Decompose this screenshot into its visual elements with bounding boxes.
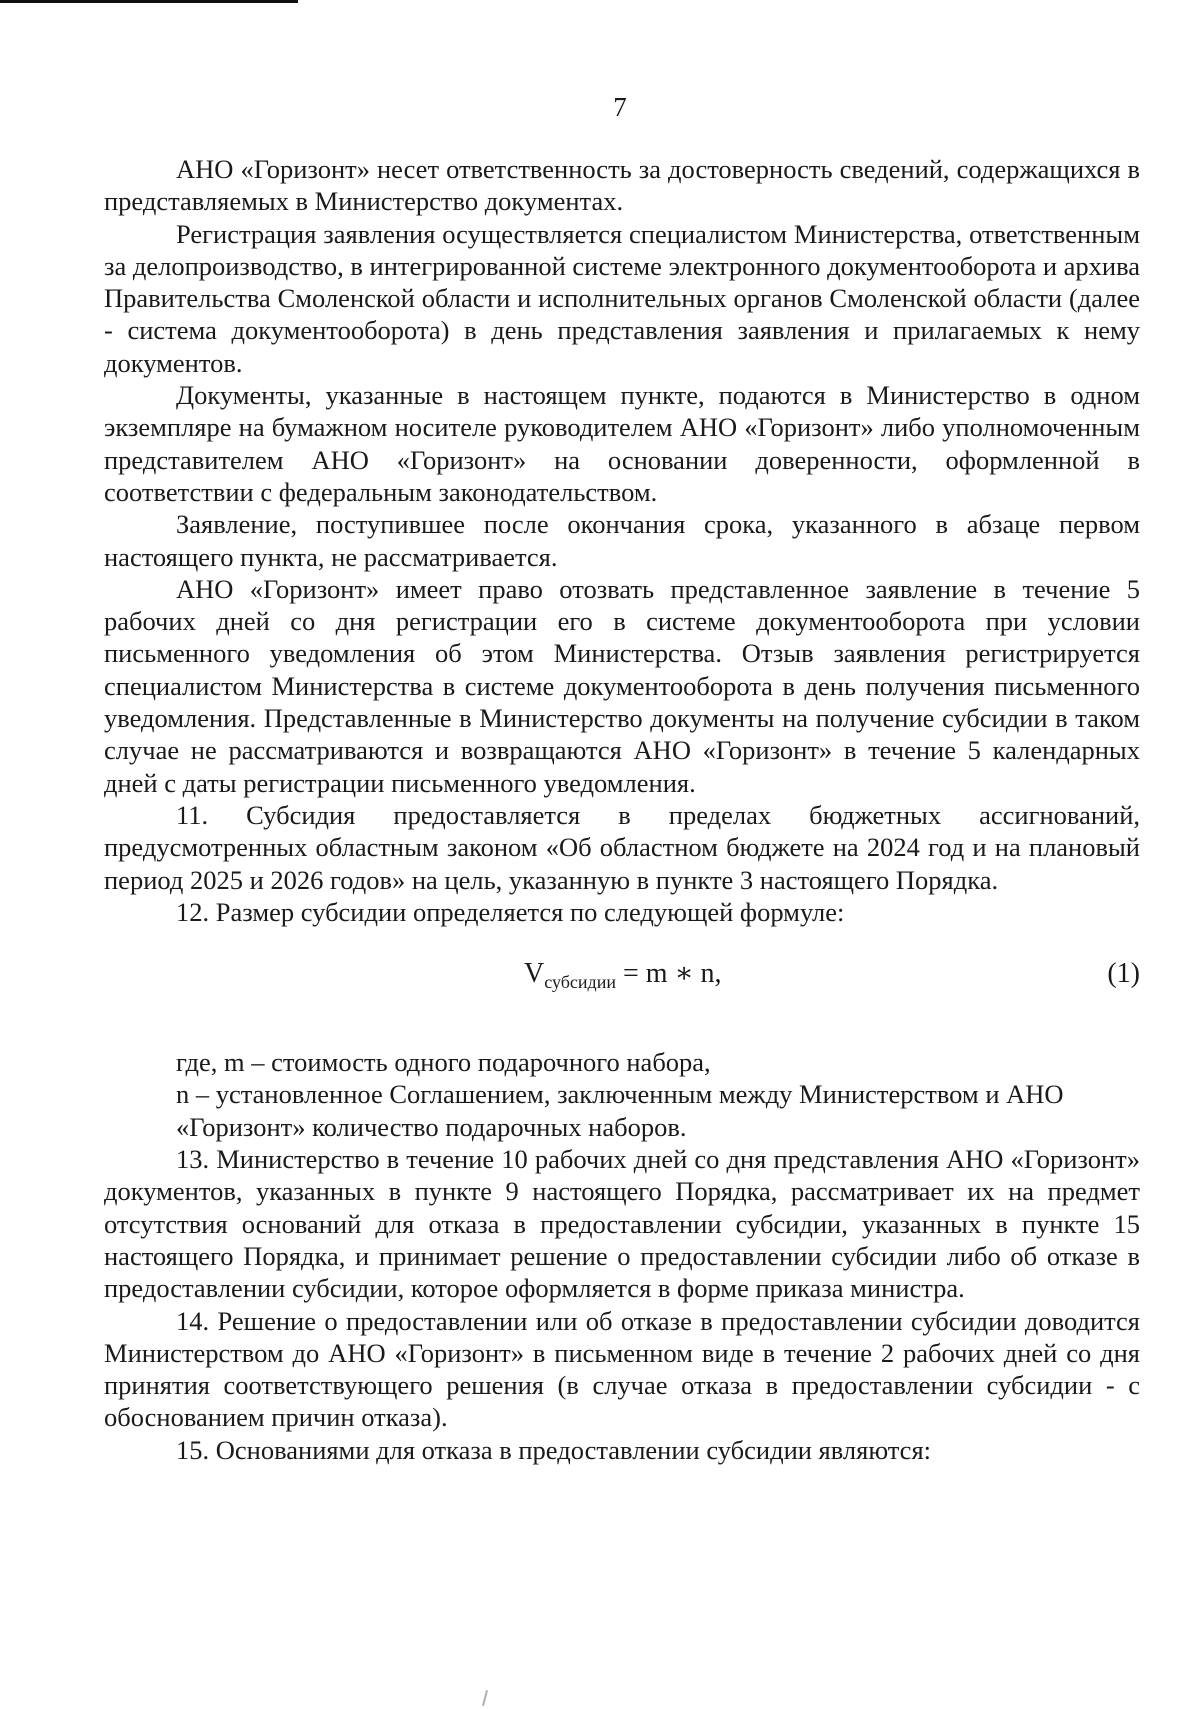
subsidy-formula (524, 958, 722, 998)
paragraph-item-12: 12. Размер субсидии определяется по следующей формуле: (176, 896, 845, 927)
formula-row (104, 928, 1140, 1046)
formula-rhs: = m ∗ n, (615, 958, 722, 990)
formula-subscript: субсидии (544, 972, 616, 993)
formula-definition-n: n – установленное Соглашением, заключенным между Министерством и АНО (176, 1079, 1064, 1110)
paragraph-item-11: 11. Субсидия предоставляется в пределах бюджетных ассигнований, предусмотренных областным законом «Об областном бюджете на 2024 год и на плановый период 2025 и 2026 годов» на цель, указанную в пункте 3 настоящего Порядка. (104, 799, 1140, 895)
paragraph-late-application: Заявление, поступившее после окончания срока, указанного в абзаце первом настоящего пункта, не рассматривается. (104, 509, 1140, 572)
paragraph-registration: Регистрация заявления осуществляется специалистом Министерства, ответственным за делопроизводство, в интегрированной системе электронного документооборота и архива Правительства Смоленской области и исполнительных органов Смоленской области (далее - система документооборота) в день представления заявления и прилагаемых к нему документов. (104, 218, 1141, 378)
paragraph-item-13: 13. Министерство в течение 10 рабочих дней со дня представления АНО «Горизонт» документов, указанных в пункте 9 настоящего Порядка, рассматривает их на предмет отсутствия оснований для отказа в предоставлении субсидии, указанных в пункте 15 настоящего Порядка, и принимает решение о предоставлении субсидии либо об отказе в предоставлении субсидии, которое оформляется в форме приказа министра. (104, 1144, 1140, 1304)
formula-definition-m: где, m – стоимость одного подарочного набора, (176, 1047, 711, 1078)
formula-lhs: V (524, 958, 545, 990)
scan-speck (482, 1690, 488, 1706)
header-rule (0, 0, 298, 3)
formula-definition-n-continued: «Горизонт» количество подарочных наборов. (176, 1111, 687, 1142)
paragraph-item-15: 15. Основаниями для отказа в предоставлении субсидии являются: (176, 1434, 931, 1465)
paragraph-withdrawal: АНО «Горизонт» имеет право отозвать представленное заявление в течение 5 рабочих дней со дня регистрации его в системе документооборота при условии письменного уведомления об этом Министерства. Отзыв заявления регистрируется специалистом Министерства в системе документооборота в день получения письменного уведомления. Представленные в Министерство документы на получение субсидии в таком случае не рассматриваются и возвращаются АНО «Горизонт» в течение 5 календарных дней с даты регистрации письменного уведомления. (104, 573, 1140, 798)
page-number: 7 (613, 92, 627, 122)
document-body (104, 153, 1140, 1466)
paragraph-responsibility: АНО «Горизонт» несет ответственность за достоверность сведений, содержащихся в представляемых в Министерство документах. (104, 154, 1140, 217)
paragraph-submission: Документы, указанные в настоящем пункте, подаются в Министерство в одном экземпляре на бумажном носителе руководителем АНО «Горизонт» либо уполномоченным представителем АНО «Горизонт» на основании доверенности, оформленной в соответствии с федеральным законодательством. (104, 380, 1140, 507)
paragraph-item-14: 14. Решение о предоставлении или об отказе в предоставлении субсидии доводится Министерством до АНО «Горизонт» в письменном виде в течение 2 рабочих дней со дня принятия соответствующего решения (в случае отказа в предоставлении субсидии - с обоснованием причин отказа). (104, 1305, 1140, 1433)
formula-number: (1) (1107, 958, 1140, 990)
